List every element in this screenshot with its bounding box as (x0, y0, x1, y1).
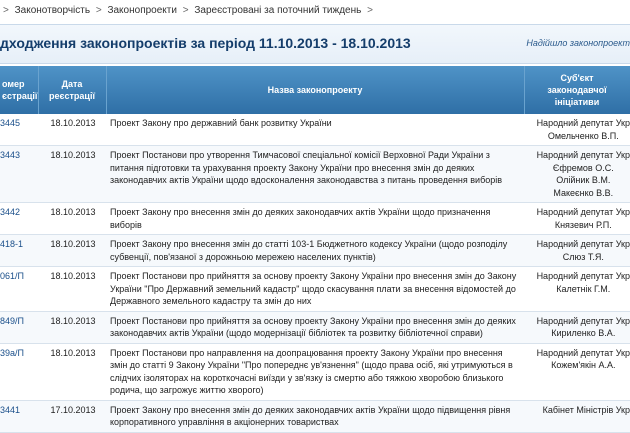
table-row (0, 343, 630, 400)
header-reg-number: омер єстрації (0, 66, 38, 114)
reg-number-link[interactable]: 3445 (0, 114, 38, 146)
header-subject: Суб'єкт законодавчої ініціативи (524, 66, 630, 114)
initiative-subject (524, 343, 630, 400)
breadcrumb-item-registered-this-week[interactable]: Зареєстровані за поточний тиждень (194, 5, 362, 16)
reg-number-link[interactable]: 3443 (0, 146, 38, 203)
initiative-subject (524, 311, 630, 343)
reg-number-link[interactable]: 3442 (0, 203, 38, 235)
initiative-subject-text: Народний депутат Укр Князевич Р.П. (536, 207, 630, 230)
table-row (0, 400, 630, 432)
table-row (0, 114, 630, 146)
bill-name: Проект Постанови про утворення Тимчасової спеціальної комісії Верховної Ради України з питання підготовки та урахування проекту Закону України про внесення змін до деяких законодавчих актів України щодо вдосконалення законодавства з питань проведення виборів (106, 146, 524, 203)
sent-count-note: Надійшло законопроект (526, 38, 630, 48)
initiative-subject-text: Народний депутат Укр Слюз Т.Я. (536, 239, 630, 262)
initiative-subject-text: Народний депутат Укр Кожем'якін А.А. (536, 347, 630, 370)
bill-name: Проект Постанови про прийняття за основу проекту Закону України про внесення змін до деяких законодавчих актів України (щодо модернізації бібліотек та розвитку бібліотечної справи) (106, 311, 524, 343)
bills-table (0, 66, 630, 433)
breadcrumb-item-lawmaking[interactable]: Законотворчість (14, 5, 91, 16)
breadcrumb-separator: > (3, 5, 9, 16)
reg-date: 18.10.2013 (38, 343, 106, 400)
table-row (0, 203, 630, 235)
reg-number-link[interactable]: 3441 (0, 400, 38, 432)
header-reg-date: Дата реєстрації (38, 66, 106, 114)
initiative-subject-text: Народний депутат Укр Калетнік Г.М. (536, 271, 630, 294)
bill-name: Проект Закону про внесення змін до статті 103-1 Бюджетного кодексу України (щодо розподілу субвенції, пов'язаної з дорожньою мережею населених пунктів) (106, 235, 524, 267)
initiative-subject (524, 114, 630, 146)
page-title: дходження законопроектів за період 11.10.2013 - 18.10.2013 (0, 35, 411, 51)
reg-date: 18.10.2013 (38, 203, 106, 235)
bill-name: Проект Закону про внесення змін до деяких законодавчих актів України щодо підвищення рівня корпоративного управління в акціонерних товариствах (106, 400, 524, 432)
reg-number-link[interactable]: 39а/П (0, 343, 38, 400)
reg-number-link[interactable]: 849/П (0, 311, 38, 343)
reg-number-link[interactable]: 418-1 (0, 235, 38, 267)
table-row (0, 311, 630, 343)
header-bill-name: Назва законопроекту (106, 66, 524, 114)
bill-name: Проект Постанови про направлення на доопрацювання проекту Закону України про внесення змін до статті 9 Закону України "Про попереднє ув'язнення" (щодо права осіб, які утримуються в слідчих ізоляторах на короткочасні виїзди у зв'язку із смертю або тяжкою хворобою близького родича, що загрожує життю хворого) (106, 343, 524, 400)
initiative-subject (524, 267, 630, 312)
initiative-subject-text: Народний депутат Укр Омельченко В.П. (536, 118, 630, 141)
reg-date: 18.10.2013 (38, 311, 106, 343)
title-bar (0, 24, 630, 64)
table-row (0, 235, 630, 267)
initiative-subject-text: Народний депутат Укр Єфремов О.С. Олійник В.М. Макеєнко В.В. (536, 150, 630, 198)
breadcrumb-item-bills[interactable]: Законопроекти (107, 5, 177, 16)
reg-date: 18.10.2013 (38, 267, 106, 312)
breadcrumb-separator: > (182, 5, 189, 16)
reg-date: 18.10.2013 (38, 146, 106, 203)
breadcrumb-separator: > (95, 5, 102, 16)
bill-name: Проект Постанови про прийняття за основу проекту Закону України про внесення змін до Закону України "Про Державний земельний кадастр" щодо скасування плати за внесення відомостей до Державного земельного кадастру та змін до них (106, 267, 524, 312)
reg-date: 18.10.2013 (38, 114, 106, 146)
reg-date: 18.10.2013 (38, 235, 106, 267)
table-header-row (0, 66, 630, 114)
reg-date: 17.10.2013 (38, 400, 106, 432)
initiative-subject-text: Кабінет Міністрів Укр (542, 404, 630, 415)
bill-name: Проект Закону про внесення змін до деяких законодавчих актів України щодо призначення виборів (106, 203, 524, 235)
breadcrumb (0, 0, 630, 22)
initiative-subject (524, 146, 630, 203)
reg-number-link[interactable]: 061/П (0, 267, 38, 312)
initiative-subject-text: Народний депутат Укр Кириленко В.А. (536, 315, 630, 338)
breadcrumb-separator: > (367, 5, 373, 16)
initiative-subject (524, 400, 630, 432)
table-row (0, 267, 630, 312)
initiative-subject (524, 235, 630, 267)
initiative-subject (524, 203, 630, 235)
bill-name: Проект Закону про державний банк розвитку України (106, 114, 524, 146)
table-row (0, 146, 630, 203)
